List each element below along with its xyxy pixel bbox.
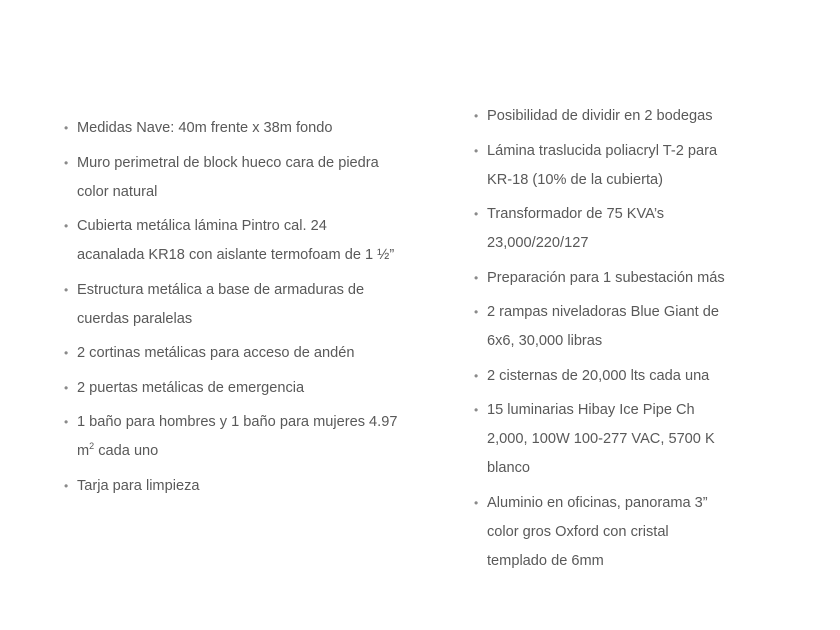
list-item [64,374,414,403]
bullet-icon: • [64,346,69,360]
bullet-icon: • [474,368,479,383]
item-text-line: Estructura metálica a base de armaduras de [77,281,365,298]
item-text-line: 2 rampas niveladoras Blue Giant de [487,304,720,320]
item-text: Posibilidad de dividir en 2 bodegas [487,108,713,124]
item-text: Preparación para 1 subestación más [487,269,725,286]
bullet-icon: • [64,121,69,135]
bullet-icon: • [474,495,479,510]
item-text-line: Lámina traslucida poliacryl T-2 para [487,142,718,159]
bullet-icon: • [474,207,479,221]
bullet-icon: • [64,380,69,395]
item-text-line: Muro perimetral de block hueco cara de piedra [77,154,379,171]
item-text-line: Cubierta metálica lámina Pintro cal. 24 [77,218,327,234]
list-item [64,114,414,143]
bullet-icon: • [474,270,479,285]
list-item [474,298,824,356]
list-item [474,102,824,131]
item-text-line: blanco [487,460,531,476]
item-text-unit: m [77,443,90,459]
item-text-line: cada uno [94,443,159,459]
item-text: 2 cisternas de 20,000 lts cada una [487,367,710,384]
list-item [474,137,824,195]
list-item [64,472,414,501]
list-item [64,339,414,368]
superscript: 2 [89,441,95,451]
bullet-icon: • [64,219,69,233]
feature-list-right [474,102,824,581]
item-text-line: 15 luminarias Hibay Ice Pipe Ch [487,402,695,418]
bullet-icon: • [474,403,479,417]
item-text-line: 1 baño para hombres y 1 baño para mujeres 4.97 [77,414,398,430]
item-text: 2 puertas metálicas de emergencia [77,379,305,396]
item-text-line: cuerdas paralelas [77,310,193,327]
list-item [474,200,824,258]
item-text-line: KR-18 (10% de la cubierta) [487,171,664,188]
bullet-icon: • [474,305,479,319]
bullet-icon: • [474,143,479,158]
item-text-line: color natural [77,183,158,200]
list-item [474,396,824,483]
item-text-line: 6x6, 30,000 libras [487,333,603,349]
item-text: 2 cortinas metálicas para acceso de andén [77,345,355,361]
item-text-line: Transformador de 75 KVA’s [487,206,665,222]
list-item [64,212,414,270]
list-item [474,264,824,293]
list-item [64,149,414,207]
feature-list-left [64,114,414,506]
bullet-icon: • [474,109,479,123]
item-text-line: color gros Oxford con cristal [487,523,669,540]
list-item [64,276,414,334]
item-text-line: templado de 6mm [487,552,604,569]
item-text-line: Aluminio en oficinas, panorama 3” [487,494,708,511]
item-text: Tarja para limpieza [77,477,200,494]
item-text-line: 2,000, 100W 100-277 VAC, 5700 K [487,431,715,447]
bullet-icon: • [64,155,69,170]
bullet-icon: • [64,282,69,297]
item-text-line: acanalada KR18 con aislante termofoam de 1 ½” [77,247,395,263]
item-text: Medidas Nave: 40m frente x 38m fondo [77,120,333,136]
bullet-icon: • [64,478,69,493]
list-item [474,489,824,576]
list-item [474,362,824,391]
list-item [64,408,414,466]
bullet-icon: • [64,415,69,429]
item-text-line: 23,000/220/127 [487,235,589,251]
